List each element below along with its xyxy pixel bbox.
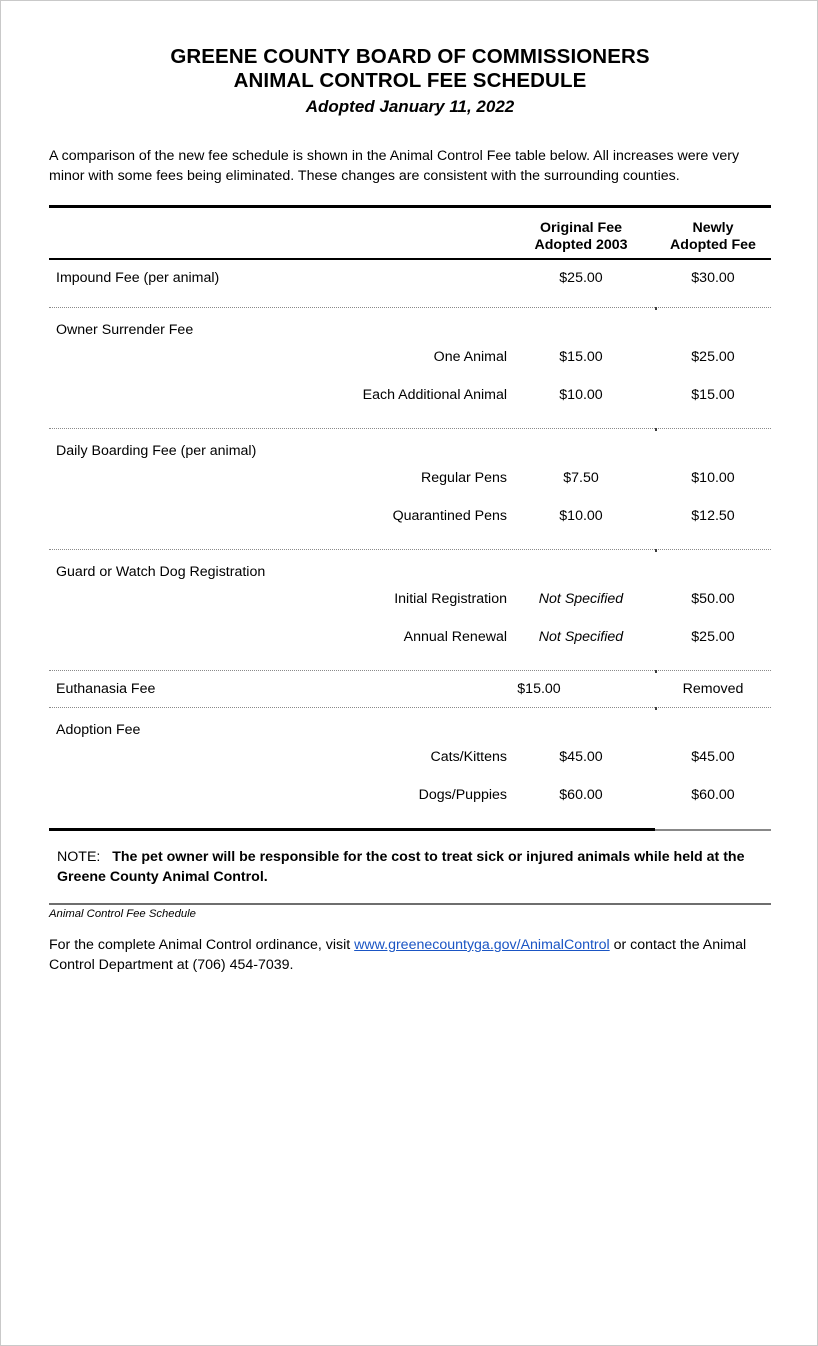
separator-tick [655,307,657,310]
subrow-newly-each-additional-animal: $15.00 [691,387,735,403]
table-row [49,348,771,366]
subrow-original-quarantined-pens: $10.00 [559,508,603,524]
footer-text-before: For the complete Animal Control ordinance, visit [49,937,355,953]
table-separator [49,670,771,671]
table-row [49,321,771,339]
table-separator [49,307,771,308]
table-row [49,563,771,581]
subrow-original-each-additional-animal: $10.00 [559,387,603,403]
row-label-impound-fee: Impound Fee (per animal) [56,270,220,286]
subrow-label-dogs-puppies: Dogs/Puppies [418,787,507,803]
table-separator [49,428,771,429]
subrow-label-regular-pens: Regular Pens [421,470,507,486]
table-row [49,469,771,487]
document-caption: Animal Control Fee Schedule [49,908,196,920]
separator-tick [655,670,657,673]
subrow-original-dogs-puppies: $60.00 [559,787,603,803]
subrow-label-initial-registration: Initial Registration [394,591,507,607]
table-row [49,507,771,525]
column-header-original-fee-line-1: Original Fee [540,220,622,236]
row-original-euthanasia-fee: $15.00 [517,681,561,697]
subrow-newly-initial-registration: $50.00 [691,591,735,607]
column-header-newly-adopted-fee-line-2: Adopted Fee [670,237,756,253]
subrow-label-each-additional-animal: Each Additional Animal [362,387,507,403]
separator-tick [655,707,657,710]
document-content [49,1,771,975]
subrow-original-annual-renewal: Not Specified [538,629,624,645]
footer-text-after: or contact the Animal Control Department at (706) 454-7039. [49,937,747,973]
subrow-label-cats-kittens: Cats/Kittens [430,749,507,765]
row-original-impound-fee: $25.00 [559,270,603,286]
table-row [49,269,771,287]
table-row [49,386,771,404]
table-separator [49,707,771,708]
row-label-owner-surrender-fee: Owner Surrender Fee [56,322,194,338]
animal-control-ordinance-link[interactable]: www.greenecountyga.gov/AnimalControl [354,937,610,953]
subrow-newly-annual-renewal: $25.00 [691,629,735,645]
row-newly-euthanasia-fee: Removed [682,681,744,697]
intro-paragraph: A comparison of the new fee schedule is shown in the Animal Control Fee table below. All increases were very minor with some fees being eliminated. These changes are consistent with the surrounding counties. [49,148,740,184]
table-row [49,748,771,766]
column-header-original-fee [507,220,655,254]
table-bottom-rule [49,828,771,831]
subrow-original-regular-pens: $7.50 [563,470,599,486]
subrow-newly-regular-pens: $10.00 [691,470,735,486]
page-title-line-2: ANIMAL CONTROL FEE SCHEDULE [233,69,587,92]
subrow-newly-quarantined-pens: $12.50 [691,508,735,524]
note-label: NOTE: [57,849,101,865]
table-row [49,680,771,698]
separator-tick [655,549,657,552]
table-row [49,786,771,804]
table-note [49,847,771,887]
row-label-daily-boarding-fee: Daily Boarding Fee (per animal) [56,443,257,459]
subrow-newly-one-animal: $25.00 [691,349,735,365]
table-bottom-rule-dark-segment [49,828,655,831]
row-label-euthanasia-fee: Euthanasia Fee [56,681,156,697]
table-row [49,628,771,646]
page-title-line-1: GREENE COUNTY BOARD OF COMMISSIONERS [170,45,650,68]
table-header-row [49,208,771,258]
column-header-original-fee-line-2: Adopted 2003 [534,237,628,253]
document-title-block [49,1,771,119]
footer-paragraph [49,935,771,975]
subrow-label-quarantined-pens: Quarantined Pens [392,508,507,524]
fee-schedule-table [49,205,771,831]
note-body: The pet owner will be responsible for the cost to treat sick or injured animals while held at the Greene County Animal Control. [57,849,745,885]
row-newly-impound-fee: $30.00 [691,270,735,286]
subrow-label-one-animal: One Animal [433,349,507,365]
table-row [49,442,771,460]
subrow-original-cats-kittens: $45.00 [559,749,603,765]
subrow-original-one-animal: $15.00 [559,349,603,365]
subrow-newly-cats-kittens: $45.00 [691,749,735,765]
row-label-guard-or-watch-dog-registration: Guard or Watch Dog Registration [56,564,266,580]
separator-tick [655,428,657,431]
row-label-adoption-fee: Adoption Fee [56,722,141,738]
table-separator [49,549,771,550]
page-subtitle-adopted-date: Adopted January 11, 2022 [305,97,515,116]
table-row [49,721,771,739]
table-bottom-rule-light-segment [655,829,771,831]
subrow-label-annual-renewal: Annual Renewal [403,629,507,645]
column-header-newly-adopted-fee-line-1: Newly [692,220,734,236]
subrow-newly-dogs-puppies: $60.00 [691,787,735,803]
subrow-original-initial-registration: Not Specified [538,591,624,607]
column-header-newly-adopted-fee [655,220,771,254]
table-row [49,590,771,608]
